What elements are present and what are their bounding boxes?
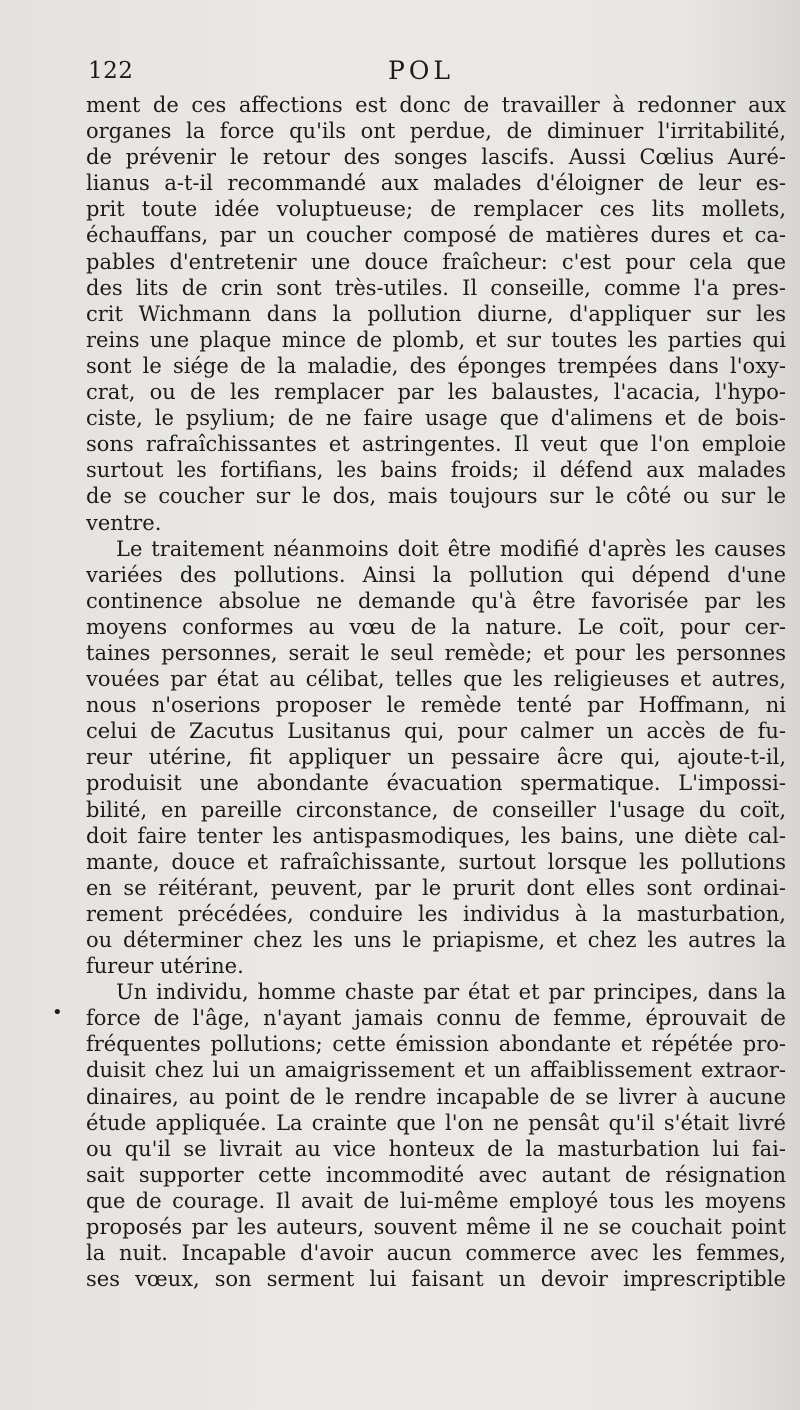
- text-line: dinaires, au point de le rendre incapable de se livrer à aucune: [86, 1084, 786, 1109]
- text-line: continence absolue ne demande qu'à être favorisée par les: [86, 588, 786, 613]
- text-line: reins une plaque mince de plomb, et sur toutes les parties qui: [86, 327, 786, 352]
- page-header: [88, 58, 788, 90]
- text-line: proposés par les auteurs, souvent même il ne se couchait point: [86, 1215, 786, 1240]
- text-line: moyens conformes au vœu de la nature. Le coït, pour cer-: [86, 614, 786, 639]
- text-line: ses vœux, son serment lui faisant un devoir imprescriptible: [86, 1267, 786, 1292]
- text-line: mante, douce et rafraîchissante, surtout lorsque les pollutions: [86, 849, 786, 874]
- text-line: Un individu, homme chaste par état et par principes, dans la: [116, 980, 786, 1005]
- text-line: reur utérine, fit appliquer un pessaire âcre qui, ajoute-t-il,: [86, 745, 786, 770]
- text-line: crat, ou de les remplacer par les balaustes, l'acacia, l'hypo-: [86, 380, 786, 405]
- text-line: variées des pollutions. Ainsi la pollution qui dépend d'une: [86, 562, 786, 587]
- text-line: force de l'âge, n'ayant jamais connu de femme, éprouvait de: [86, 1006, 786, 1031]
- text-line: ventre.: [86, 510, 162, 535]
- text-line: que de courage. Il avait de lui-même employé tous les moyens: [86, 1188, 786, 1213]
- text-line: bilité, en pareille circonstance, de conseiller l'usage du coït,: [86, 797, 786, 822]
- text-line: Le traitement néanmoins doit être modifié d'après les causes: [116, 536, 786, 561]
- text-line: échauffans, par un coucher composé de matières dures et ca-: [86, 223, 786, 248]
- text-line: surtout les fortifians, les bains froids; il défend aux malades: [86, 458, 786, 483]
- text-line: de se coucher sur le dos, mais toujours sur le côté ou sur le: [86, 484, 786, 509]
- text-line: ou déterminer chez les uns le priapisme, et chez les autres la: [86, 928, 786, 952]
- margin-mark: •: [52, 1002, 63, 1023]
- text-line: lianus a-t-il recommandé aux malades d'éloigner de leur es-: [86, 171, 786, 196]
- text-line: ciste, le psylium; de ne faire usage que d'alimens et de bois-: [86, 406, 786, 431]
- text-line: la nuit. Incapable d'avoir aucun commerce avec les femmes,: [86, 1241, 786, 1266]
- text-line: ou qu'il se livrait au vice honteux de la masturbation lui fai-: [86, 1136, 786, 1161]
- text-line: sont le siége de la maladie, des éponges trempées dans l'oxy-: [86, 353, 786, 378]
- page-number: 122: [88, 58, 134, 84]
- text-line: rement précédées, conduire les individus à la masturbation,: [86, 901, 786, 926]
- text-line: ment de ces affections est donc de travailler à redonner aux: [86, 93, 786, 117]
- text-line: fréquentes pollutions; cette émission abondante et répétée pro-: [86, 1032, 786, 1057]
- text-line: doit faire tenter les antispasmodiques, les bains, une diète cal-: [86, 823, 786, 848]
- text-line: en se réitérant, peuvent, par le prurit dont elles sont ordinai-: [86, 875, 786, 900]
- text-line: étude appliquée. La crainte que l'on ne pensât qu'il s'était livré: [86, 1110, 786, 1135]
- text-line: nous n'oserions proposer le remède tenté par Hoffmann, ni: [86, 693, 786, 718]
- text-line: fureur utérine.: [86, 954, 244, 979]
- text-line: des lits de crin sont très-utiles. Il conseille, comme l'a pres-: [86, 275, 786, 300]
- text-line: organes la force qu'ils ont perdue, de diminuer l'irritabilité,: [86, 119, 786, 144]
- text-line: de prévenir le retour des songes lascifs. Aussi Cœlius Auré-: [86, 145, 786, 170]
- running-head: POL: [388, 56, 454, 85]
- text-line: sait supporter cette incommodité avec autant de résignation: [86, 1162, 786, 1187]
- text-line: vouées par état au célibat, telles que les religieuses et autres,: [86, 667, 786, 692]
- text-line: sons rafraîchissantes et astringentes. Il veut que l'on emploie: [86, 432, 786, 457]
- text-line: duisit chez lui un amaigrissement et un affaiblissement extraor-: [86, 1058, 786, 1083]
- text-line: taines personnes, serait le seul remède; et pour les personnes: [86, 640, 786, 665]
- text-line: prit toute idée voluptueuse; de remplacer ces lits mollets,: [86, 197, 786, 222]
- text-line: celui de Zacutus Lusitanus qui, pour calmer un accès de fu-: [86, 719, 786, 744]
- text-line: pables d'entretenir une douce fraîcheur: c'est pour cela que: [86, 249, 786, 274]
- text-line: crit Wichmann dans la pollution diurne, d'appliquer sur les: [86, 301, 786, 326]
- text-line: produisit une abondante évacuation spermatique. L'impossi-: [86, 771, 786, 796]
- body-text: [86, 92, 786, 1292]
